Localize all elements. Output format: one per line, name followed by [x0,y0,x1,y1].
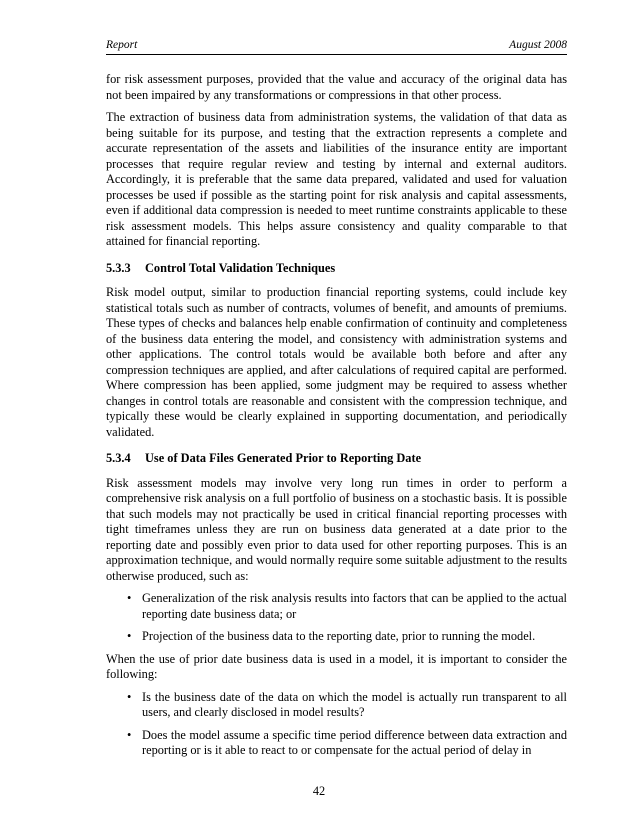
bullet-icon: • [127,629,132,643]
section-title: Use of Data Files Generated Prior to Reporting Date [145,451,422,465]
list-item: • Projection of the business data to the reporting date, prior to running the model. [127,629,536,643]
paragraph-continuation: for risk assessment purposes, provided that the value and accuracy of the original data has not been impaired by any transformations or compressions in that other process. [106,72,567,102]
bullet-icon: • [127,591,132,605]
list-item: • Does the model assume a specific time period difference between data extraction and reporting or is it able to react to or compensate for the actual period of delay in [127,727,567,757]
paragraph-control-totals: Risk model output, similar to production financial reporting systems, could include key statistical totals such as number of contracts, volumes of benefit, and amounts of premiums. These types of checks and balances help enable confirmation of continuity and completeness of the business data entering the model, and consistency with administration systems and other applications. The control totals would be available both before and after any compression techniques are applied, and after calculations of required capital are performed. Where compression has been applied, some judgment may be required to assess whether changes in control totals are reasonable and consistent with the compression technique, and typically these would be clearly explained in supporting documentation, and periodically validated. [106,285,567,439]
page-header [106,38,567,55]
section-number: 5.3.3 [106,260,131,275]
bullet-list-considerations [106,690,567,759]
section-heading-534 [106,451,567,467]
header-title: Report [106,39,138,51]
section-number: 5.3.4 [106,451,131,465]
bullet-icon: • [127,689,132,704]
section-heading-533 [106,261,567,277]
page-content [106,72,567,766]
paragraph-run-times: Risk assessment models may involve very long run times in order to perform a comprehensive risk analysis on a full portfolio of business on a stochastic basis. It is possible that such models may not practically be used in critical financial reporting processes with tight timeframes unless they are run on business data generated at a date prior to the reporting date and possibly even prior to data used for other reporting purposes. This is an approximation technique, and would normally require some suitable adjustment to the results otherwise produced, such as: [106,475,567,583]
list-item: • Generalization of the risk analysis results into factors that can be applied to the actual reporting date business data; or [127,591,567,621]
page-number: 42 [312,784,326,798]
section-title: Control Total Validation Techniques [145,260,336,275]
paragraph-data-extraction: The extraction of business data from administration systems, the validation of that data as being suitable for its purpose, and testing that the extraction represents a complete and accurate representation of the assets and liabilities of the insurance entity are important processes that require regular review and testing by internal and external auditors. Accordingly, it is preferable that the same data prepared, validated and used for valuation processes be used if possible as the starting point for risk analysis and capital assessments, even if additional data compression is needed to meet runtime constraints applicable to these risk assessment models. This helps assure consistency and quality comparable to that attained for financial reporting. [106,110,567,248]
header-date: August 2008 [509,39,567,51]
bullet-icon: • [127,727,132,742]
paragraph-prior-date: When the use of prior date business data is used in a model, it is important to consider the following: [106,651,567,681]
list-item: • Is the business date of the data on which the model is actually run transparent to all users, and clearly disclosed in model results? [127,689,567,719]
bullet-list-adjustments [106,591,567,645]
